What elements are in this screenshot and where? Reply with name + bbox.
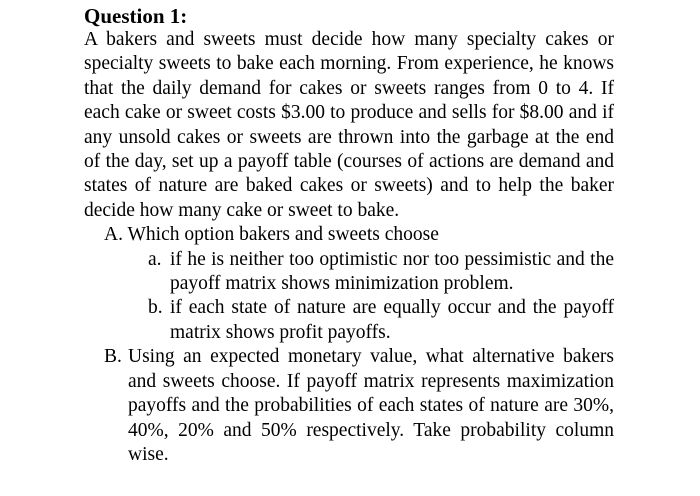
part-a-item-b: [148, 296, 614, 345]
part-a-item-b-text: if each state of nature are equally occur and the payoff matrix shows profit payoffs.: [170, 297, 614, 343]
part-a-item-a: [148, 248, 614, 297]
part-a-marker: A.: [104, 224, 123, 246]
question-title: Question 1:: [84, 4, 188, 28]
part-a-text: Which option bakers and sweets choose: [127, 224, 439, 246]
part-a: [104, 223, 614, 247]
part-b-text: Using an expected monetary value, what alternative bakers and sweets choose. If payoff matrix represents maximization payoffs and the probabilities of each states of nature are 30%, 40%, 20% and 50% respectively. Take probability column wise.: [128, 346, 614, 465]
part-a-item-a-marker: a.: [148, 248, 162, 270]
part-a-item-b-marker: b.: [148, 297, 163, 319]
part-b-marker: B.: [104, 346, 122, 368]
part-b: [104, 345, 614, 467]
question-body: A bakers and sweets must decide how many specialty cakes or specialty sweets to bake each morning. From experience, he knows that the daily demand for cakes or sweets ranges from 0 to 4. If each cake or sweet costs $3.00 to produce and sells for $8.00 and if any unsold cakes or sweets are thrown into the garbage at the end of the day, set up a payoff table (courses of actions are demand and states of nature are baked cakes or sweets) and to help the baker decide how many cake or sweet to bake.: [84, 29, 614, 221]
part-a-item-a-text: if he is neither too optimistic nor too pessimistic and the payoff matrix shows minimization problem.: [170, 248, 614, 295]
question-document: [84, 4, 614, 467]
